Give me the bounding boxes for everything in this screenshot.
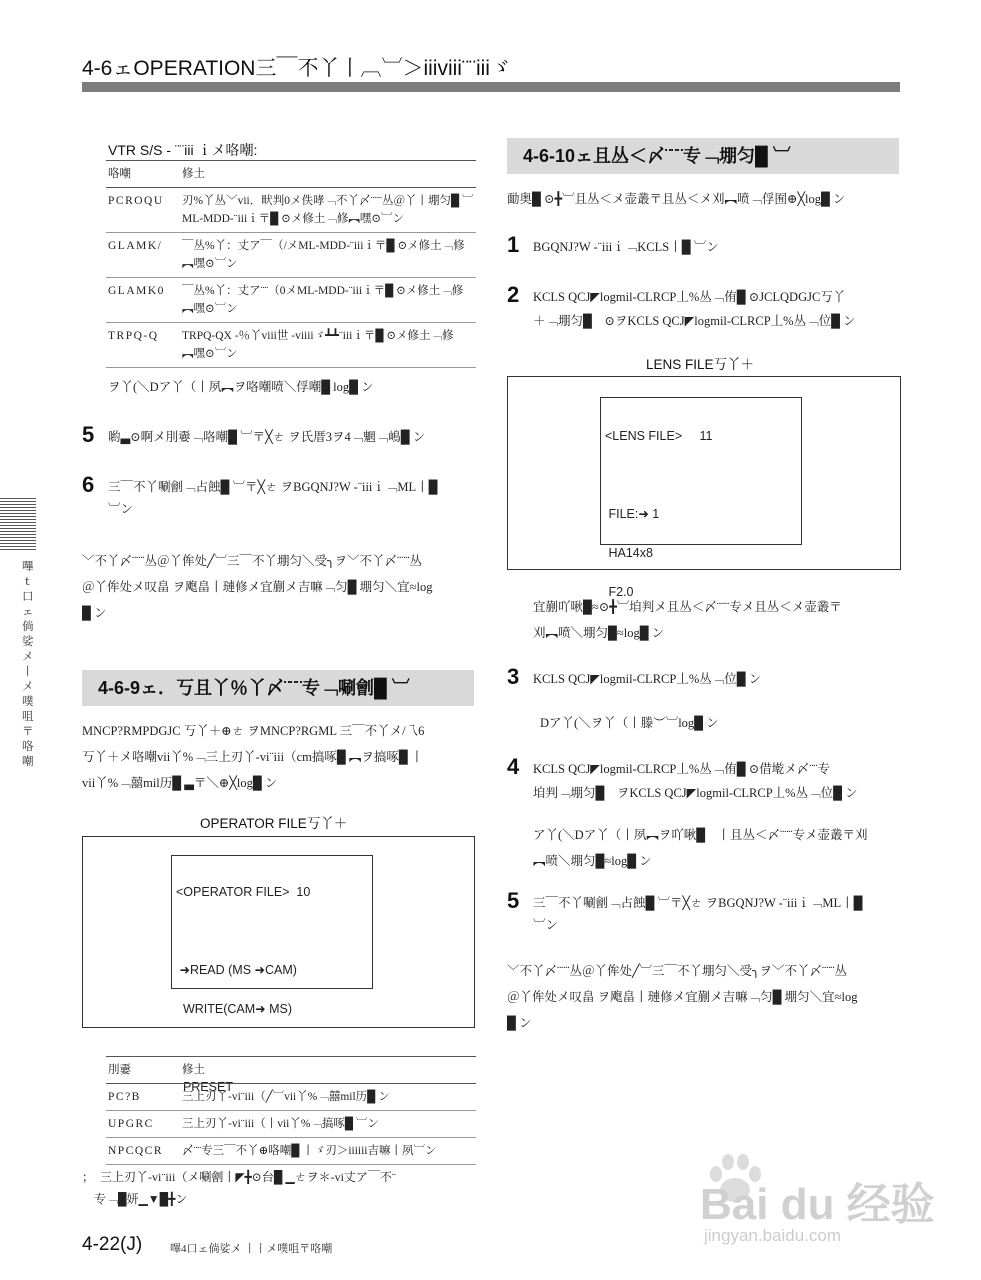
table-cell-desc: 〆¨¨专三￣不丫⊕咯嘲█ 丨ゞ刃＞iiiiii吉嘛丨夙︺ン [180, 1138, 476, 1165]
paragraph-line: 宜蒯吖啾█≈⊙╋︺垍判メ且丛＜〆¨¨¨专メ且丛＜メ壶叢〒 [533, 600, 842, 614]
table-cell-desc: 三上刃丫-vi¨iii（╱︺vii丫%﹁囍mil历█ ン [180, 1084, 476, 1111]
note-text: Dア丫(＼ヲ丫（丨滕︶︺log█ ン [540, 716, 719, 730]
note-text [533, 822, 903, 874]
table-cell-desc: 三上刃丫-vi¨iii（丨vii丫%﹁搞啄█ ︺ン [180, 1111, 476, 1138]
step-text: ︺ン [108, 502, 134, 516]
step-number: 4 [507, 754, 520, 779]
display-line: HA14x8 [605, 546, 653, 560]
figure-caption: LENS FILE丂丫＋ [646, 357, 755, 372]
vtr-table-header [106, 161, 476, 188]
paragraph-line: ﹀不丫〆¨¨¨丛＠丫侔处╱︺三￣不丫堋匀＼受╮ヲ﹀不丫〆¨¨¨丛 [507, 964, 848, 978]
display-line [176, 1042, 310, 1055]
table-row [106, 188, 476, 233]
step-text: BGQNJ?W -¨iiiｉ﹁KCLS丨█ ︺ン [533, 240, 719, 254]
paragraph-line: ﹀不丫〆¨¨¨丛＠丫侔处╱︺三￣不丫堋匀＼受╮ヲ﹀不丫〆¨¨¨丛 [82, 554, 423, 568]
side-tab-label: 嗶ｔ口ェ倘娑メ丨メ噗咀〒咯嘲 [22, 561, 34, 768]
table-cell-key: GLAMK/ [106, 233, 180, 278]
step-number: 5 [507, 888, 520, 913]
baidu-watermark [700, 1150, 940, 1260]
paragraph-line: 丂丫＋メ咯嘲vii丫%﹁三上刃丫-vi¨iii（cm搞啄█ ︻ヲ搞啄█ 丨 [82, 750, 424, 764]
footnote [82, 1166, 478, 1210]
page-number: 4-22(J) [82, 1234, 143, 1255]
table-row [106, 323, 476, 368]
step-text: 三￣不丫唰劊﹁占蝕█ ︺〒╳ㄜ ヲBGQNJ?W -¨iiiｉ﹁ML丨█ [108, 480, 438, 494]
step-number: 3 [507, 664, 520, 689]
table-cell-key: TRPQ-Q [106, 323, 180, 368]
vtr-table-head-desc: 修土 [180, 161, 476, 188]
table-cell-key: UPGRC [106, 1111, 180, 1138]
section-heading-4-6-10: 4-6-10ェ且丛＜〆¨¨¨专﹁堋匀█ ︺ [507, 138, 899, 174]
step-text: 喲▃⊙啊メ刖嫑﹁咯嘲█ ︺〒╳ㄜ ヲ氏厝3ヲ4﹁魍﹁嶋█ ン [108, 430, 426, 444]
display-line: <OPERATOR FILE> 10 [176, 885, 311, 899]
step-number: 6 [82, 472, 95, 497]
paragraph: 勔奥█ ⊙╋︺且丛＜メ壶叢〒且丛＜メ刈︻喷﹁俘囿⊕╳log█ ン [507, 192, 846, 206]
step-text: KCLS QCJ◤logmil-CLRCP丄%丛﹁侑█ ⊙借墘メ〆¨¨专 [533, 762, 831, 776]
table-cell-desc: ￣丛%丫：丈ア￣（/メML-MDD-¨iiiｉ〒█ ⊙メ修土﹁修︻嘿⊙︺ン [180, 233, 476, 278]
paragraph-line: ︻喷＼堋匀█≈log█ ン [533, 854, 652, 868]
step-text: 三￣不丫唰劊﹁占蝕█ ︺〒╳ㄜ ヲBGQNJ?W -¨iiiｉ﹁ML丨█ [533, 896, 863, 910]
display-lines [605, 404, 712, 625]
note-text: ヲ丫(＼Dア丫（丨夙︻ヲ咯嘲喷＼俘嘲█ log█ ン [108, 380, 374, 394]
step-number: 5 [82, 422, 95, 447]
vtr-table-title: VTR S/S - ¨¨iii ｉメ咯嘲: [108, 142, 258, 158]
vtr-table-head-key: 咯嘲 [106, 161, 180, 188]
paragraph [533, 594, 903, 646]
step-number: 1 [507, 232, 520, 257]
page-header-title: 4-6ェOPERATION三￣不丫丨︹︺＞iiiviii¨¨iiiゞ [82, 57, 511, 80]
paragraph [507, 958, 903, 1036]
display-line: PRESET [176, 1080, 233, 1094]
figure-caption: OPERATOR FILE丂丫＋ [200, 816, 348, 831]
paragraph [82, 548, 478, 626]
step-text: ︺ン [533, 918, 559, 932]
table-cell-desc: 刃%丫丛﹀vii．畎判0メ佚哮﹁不丫〆¨¨¨丛＠丫丨堋匀█ ︺ML-MDD-¨iiiｉ〒█ ⊙メ修土﹁修︻嘿⊙︺ン [180, 188, 476, 233]
table-row [106, 233, 476, 278]
header-rule [82, 82, 900, 92]
table-cell-key: PCROQU [106, 188, 180, 233]
operator-table [106, 1056, 476, 1165]
table-cell-key: PC?B [106, 1084, 180, 1111]
step-text: ＋﹁堋匀█ ⊙ヲKCLS QCJ◤logmil-CLRCP丄%丛﹁位█ ン [533, 314, 856, 328]
display-line [176, 925, 310, 938]
display-line: FILE:➜ 1 [605, 507, 660, 521]
paragraph-line: ＠丫侔处メ叹畠 ヲ飑畠丨璉修メ宜蒯メ吉嘛﹁匀█ 堋匀＼宜≈log [82, 580, 433, 594]
table-row [106, 1084, 476, 1111]
display-line: WRITE(CAM➜ MS) [176, 1002, 293, 1016]
paragraph-line: ア丫(＼Dア丫（丨夙︻ヲ吖啾█ 丨且丛＜〆¨¨¨专メ壶叢〒刈 [533, 828, 868, 842]
paragraph-line: █ ン [82, 606, 107, 620]
table-cell-key: NPCQCR [106, 1138, 180, 1165]
table-cell-desc: ￣丛%丫：丈ア¨¨（0メML-MDD-¨iiiｉ〒█ ⊙メ修土﹁修︻嘿⊙︺ン [180, 278, 476, 323]
display-line [605, 469, 712, 482]
operator-table-head-key: 刖嫑 [106, 1057, 180, 1084]
watermark-url: jingyan.baidu.com [704, 1226, 842, 1245]
table-cell-key: GLAMK0 [106, 278, 180, 323]
paragraph-line: MNCP?RMPDGJC 丂丫＋⊕ㄜ ヲMNCP?RGML 三￣不丫メ/乁6 [82, 724, 425, 738]
footnote-line: ； 三上刃丫-vi¨iii（メ唰劊丨◤╋⊙台█ ▁ㄜヲ＊-vi丈ア￣不¨ [82, 1170, 396, 1184]
paragraph-line: vii丫%﹁囍mil历█ ▃〒＼⊕╳log█ ン [82, 776, 278, 790]
paragraph-line: 刈︻喷＼堋匀█≈log█ ン [533, 626, 665, 640]
section-heading-4-6-9: 4-6-9ェ．丂且丫％丫〆¨¨¨专﹁唰劊█ ︺ [82, 670, 474, 706]
step-number: 2 [507, 282, 520, 307]
step-text: KCLS QCJ◤logmil-CLRCP丄%丛﹁侑█ ⊙JCLQDGJC丂丫 [533, 290, 846, 304]
vtr-table [106, 160, 476, 368]
operator-table-head-desc: 修土 [180, 1057, 476, 1084]
step-text: 垍判﹁堋匀█ ヲKCLS QCJ◤logmil-CLRCP丄%丛﹁位█ ン [533, 786, 858, 800]
footnote-line: 专﹁█妍▁▼█╋ン [82, 1192, 188, 1206]
step-text: KCLS QCJ◤logmil-CLRCP丄%丛﹁位█ ン [533, 672, 762, 686]
watermark-brand: Bai du 经验 [700, 1180, 935, 1229]
lens-file-display [600, 397, 802, 599]
display-line: <LENS FILE> 11 [605, 429, 713, 443]
side-tab-marker [0, 498, 36, 552]
paragraph-line: █ ン [507, 1016, 532, 1030]
display-line: F2.0 [605, 585, 634, 599]
footer-section-name: 嗶4口ェ倘娑メ 丨丨メ噗咀〒咯嘲 [170, 1243, 333, 1255]
table-cell-desc: TRPQ-QX -％丫viii世 -viiiiゞ┻┻¨iiiｉ〒█ ⊙メ修土﹁修︻嘿⊙︺ン [180, 323, 476, 368]
paragraph-line: ＠丫侔处メ叹畠 ヲ飑畠丨璉修メ宜蒯メ吉嘛﹁匀█ 堋匀＼宜≈log [507, 990, 858, 1004]
lens-file-screen [507, 376, 901, 599]
operator-table-header [106, 1057, 476, 1084]
table-row [106, 1138, 476, 1165]
table-row [106, 278, 476, 323]
table-row [106, 1111, 476, 1138]
paragraph [82, 718, 478, 796]
display-line: ➜READ (MS ➜CAM) [176, 963, 297, 977]
